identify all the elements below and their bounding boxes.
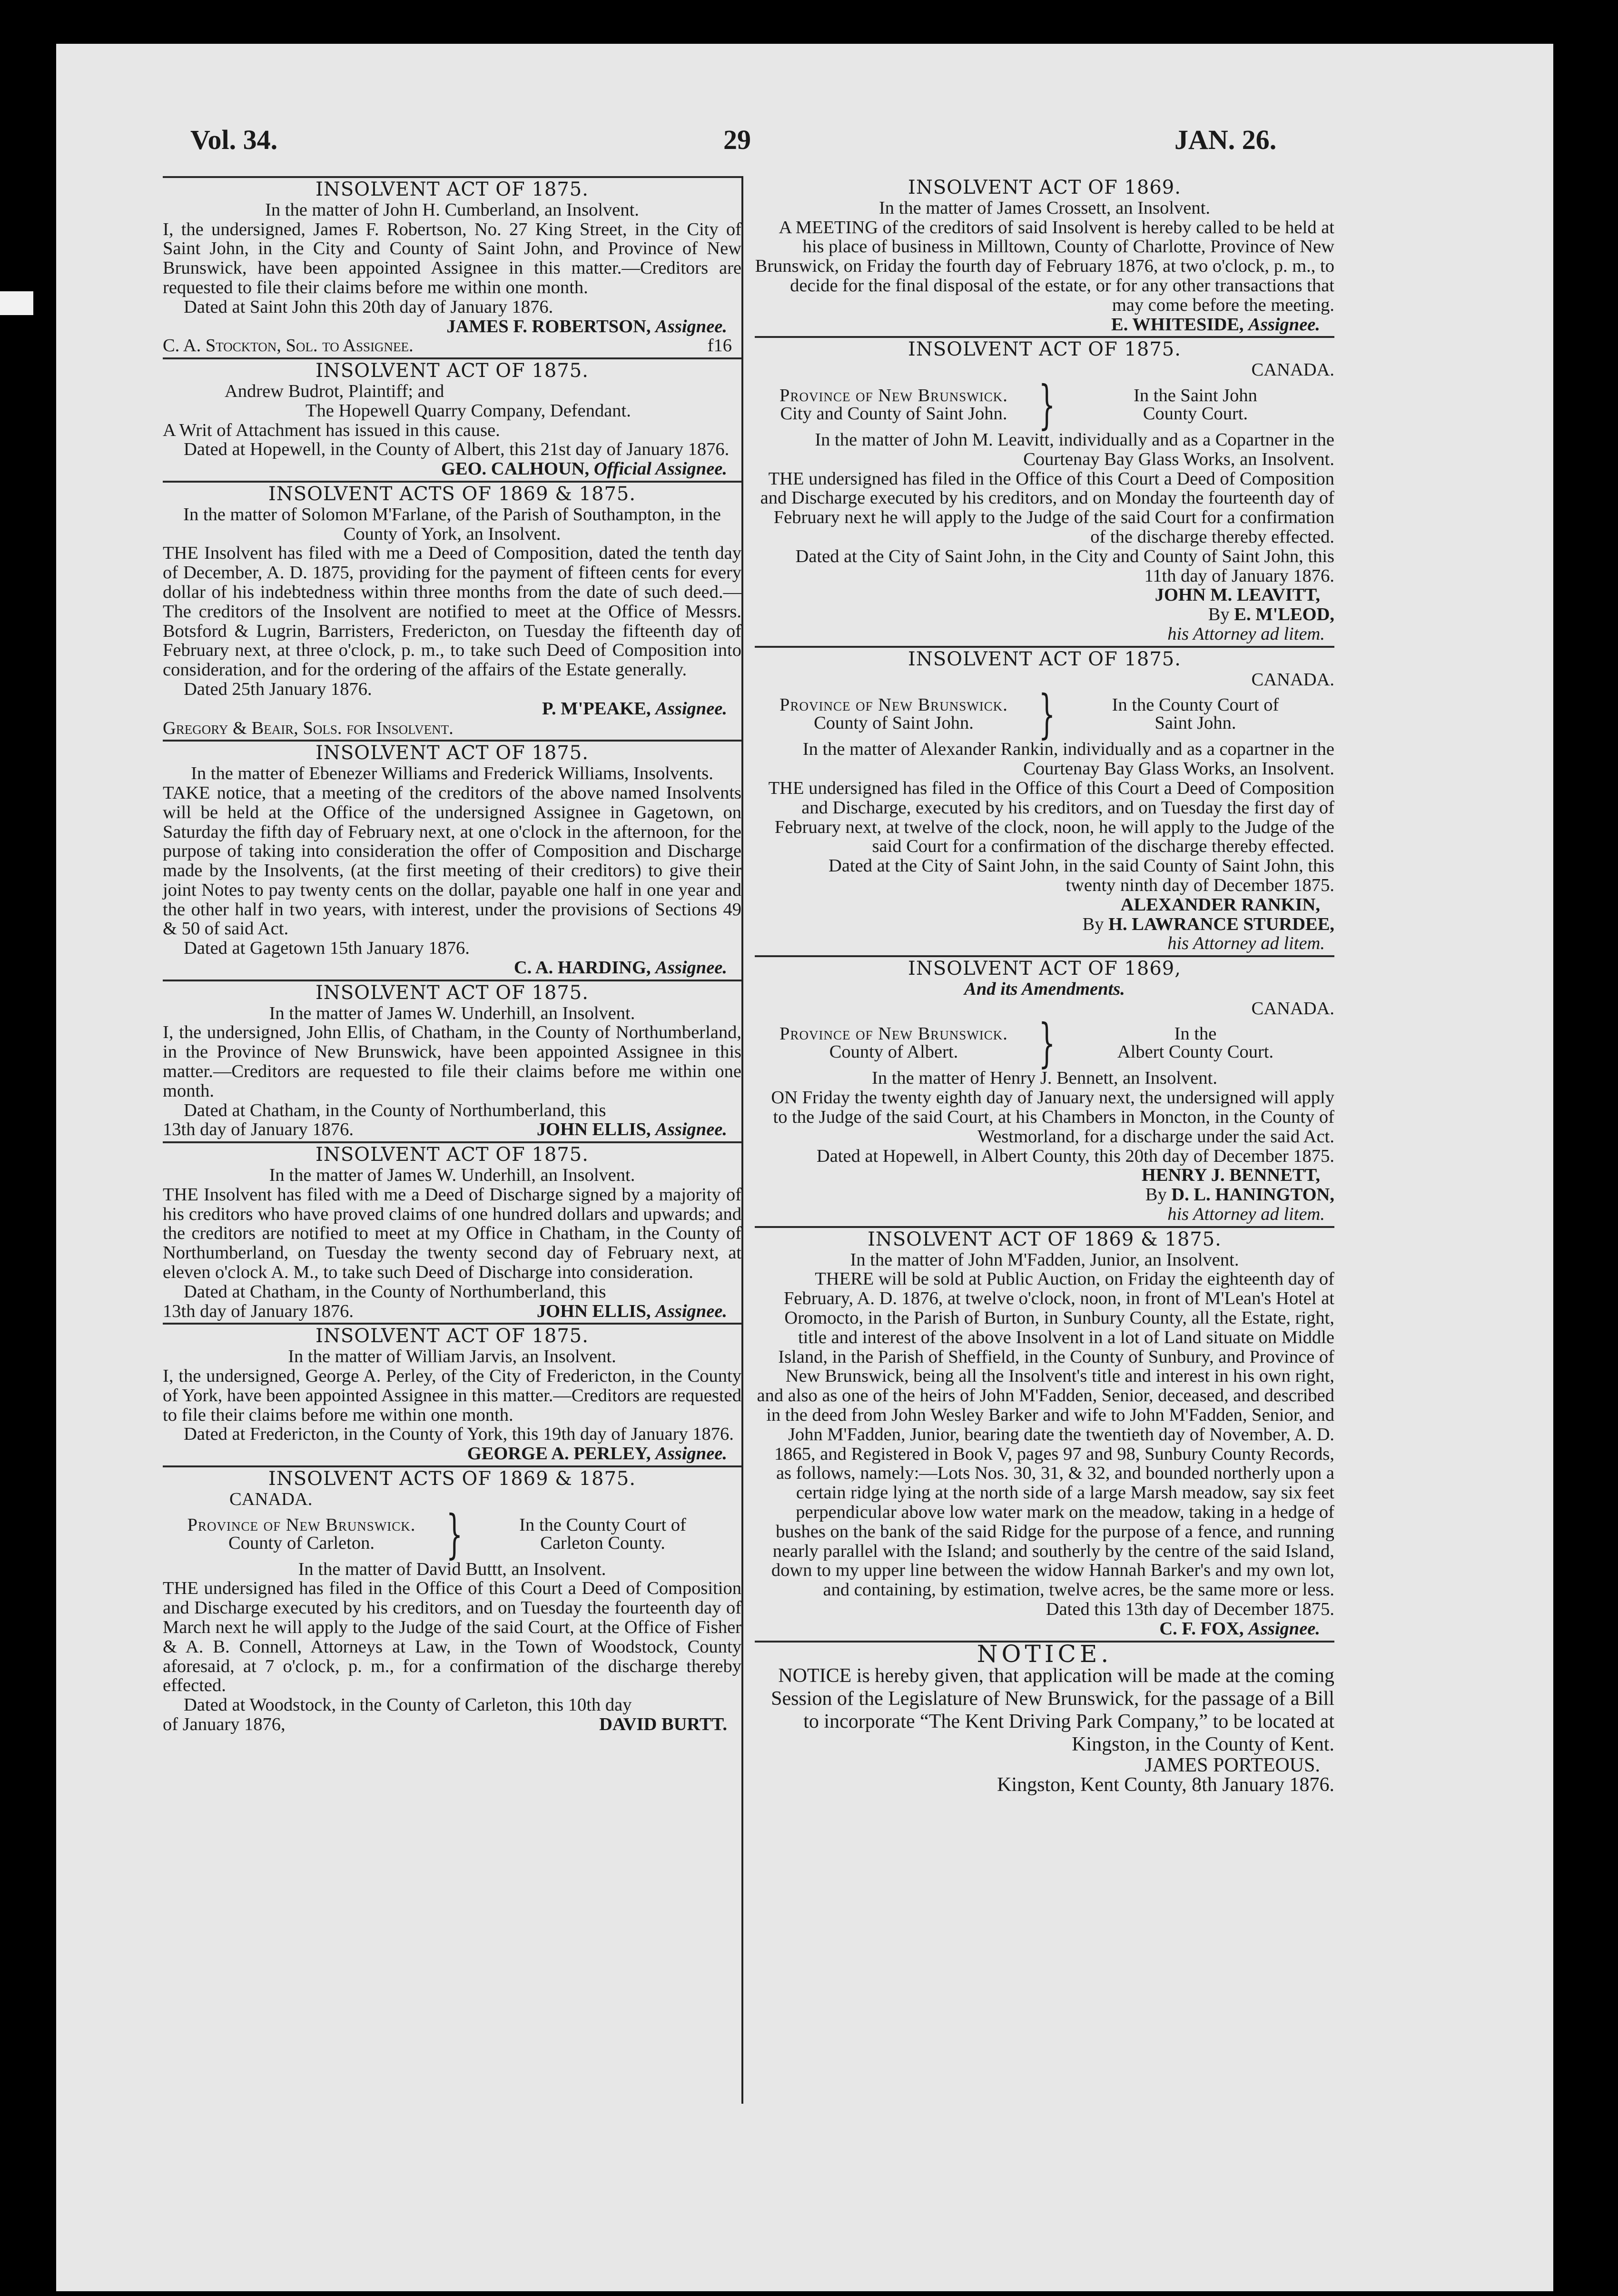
notice-signature-row <box>163 1120 741 1139</box>
notice-leavitt <box>755 336 1334 643</box>
notice-matter: In the matter of James W. Underhill, an Insolvent. <box>269 1165 635 1186</box>
jurisdiction-county: County of Carleton. <box>228 1533 375 1553</box>
notice-body: THERE will be sold at Public Auction, on Friday the eighteenth day of February, A. D. 1876, at twelve o'clock, noon, in front of M'Lean's Hotel at Oromocto, in the Parish of Burton, in Sunbury County, all the Estate, right, title and interest of the above Insolvent in a lot of Land situate on Middle Island, in the Parish of Sheffield, in the County of Sunbury, and Province of New Brunswick, being all the Insolvent's title and interest in his own right, and also as one of the heirs of John M'Fadden, Senior, deceased, and described in the deed from John Wesley Barker and wife to John M'Fadden, Senior, and John M'Fadden, Junior, bearing date the twentieth day of November, A. D. 1865, and Registered in Book V, pages 97 and 98, Sunbury County Records, as follows, namely:—Lots Nos. 30, 31, & 32, and bounded northerly upon a certain ridge lying at the north side of a large Marsh meadow, say six feet perpendicular above low water mark on the meadow, taking in a hedge of bushes on the bank of the said Ridge for the purpose of a fence, and running nearly parallel with the Island; and southerly by the centre of the said Island, down to my upper line between the widow Hannah Barker's and my own lot, and containing, by estimation, twelve acres, be the same more or less. <box>757 1269 1334 1600</box>
notice-title: INSOLVENT ACTS OF 1869 & 1875. <box>268 1468 636 1490</box>
notice-title: INSOLVENT ACT OF 1875. <box>908 338 1181 361</box>
notice-title: INSOLVENT ACT OF 1875. <box>316 178 589 200</box>
notice-body: THE Insolvent has filed with me a Deed of Discharge signed by a majority of his creditors who have proved claims of one hundred dollars and upwards; and the creditors are notified to meet at my Office in Chatham, in the County of Northumberland, on Tuesday the twenty second day of February next, at eleven o'clock A. M., to take such Deed of Discharge into consideration. <box>163 1184 741 1283</box>
notice-matter: In the matter of James Crossett, an Insolvent. <box>878 198 1211 218</box>
notice-signature: C. A. HARDING, Assignee. <box>513 958 727 978</box>
notice-matter: In the matter of Solomon M'Farlane, of the Parish of Southampton, in the County of York, an Insolvent. <box>183 504 721 544</box>
notice-body: THE Insolvent has filed with me a Deed of Composition, dated the tenth day of December, A. D. 1875, providing for the payment of fifteen cents for every dollar of his indebtedness within three months from the date of such deed.—The creditors of the Insolvent are notified to meet at the Office of Messrs. Botsford & Lugrin, Barristers, Fredericton, on Tuesday the fifteenth day of February next, at three o'clock, p. m., to take such Deed of Composition into consideration, and for the ordering of the affairs of the Estate generally. <box>163 543 741 680</box>
jurisdiction-province: Province of New Brunswick. <box>779 1024 1008 1044</box>
notice-title: INSOLVENT ACTS OF 1869 & 1875. <box>268 483 636 505</box>
notice-matter: In the matter of James W. Underhill, an Insolvent. <box>269 1003 635 1023</box>
jurisdiction-province: Province of New Brunswick. <box>187 1514 416 1535</box>
notice-signature: JOHN M. LEAVITT, <box>1154 585 1320 605</box>
notice-body: NOTICE is hereby given, that application will be made at the coming Session of the Legislature of New Brunswick, for the passage of a Bill to incorporate “The Kent Driving Park Company,” to be located at Kingston, in the County of Kent. <box>771 1665 1334 1756</box>
attorney-role: his Attorney ad litem. <box>1167 623 1325 644</box>
notice-body: I, the undersigned, James F. Robertson, No. 27 King Street, in the City of Saint John, in the City and County of Saint John, and Province of New Brunswick, have been appointed Assignee in this matter.—Creditors are requested to file their claims before me within one month. <box>163 219 741 297</box>
notice-dated: Dated at Hopewell, in the County of Albert, this 21st day of January 1876. <box>184 439 730 460</box>
jurisdiction-block <box>755 374 1334 435</box>
column-divider <box>741 176 743 2104</box>
issue-date: JAN. 26. <box>1174 124 1277 155</box>
notice-title: INSOLVENT ACT OF 1875. <box>316 1325 589 1347</box>
jurisdiction-court-cont: County Court. <box>1143 403 1248 424</box>
notice-dated: Dated at Gagetown 15th January 1876. <box>184 938 470 959</box>
notice-title: INSOLVENT ACT OF 1875. <box>908 648 1181 670</box>
notice-burtt <box>163 1465 741 1734</box>
notice-signature-row <box>163 1302 741 1321</box>
notice-signature: JAMES PORTEOUS. <box>1144 1754 1320 1777</box>
notice-title: INSOLVENT ACT OF 1869, <box>908 958 1181 980</box>
notice-title: INSOLVENT ACT OF 1869 & 1875. <box>868 1228 1222 1250</box>
notice-dated-cont: 13th day of January 1876. <box>163 1119 354 1140</box>
notice-footer <box>163 336 741 356</box>
notice-title: INSOLVENT ACT OF 1875. <box>316 360 589 382</box>
jurisdiction-province: Province of New Brunswick. <box>779 695 1008 715</box>
jurisdiction-court-cont: Saint John. <box>1154 713 1236 733</box>
notice-mfadden <box>755 1226 1334 1639</box>
notice-dated: Dated at Saint John this 20th day of January 1876. <box>184 297 553 317</box>
notice-plaintiff: Andrew Budrot, Plaintiff; and <box>225 381 444 401</box>
notice-dated: Dated at the City of Saint John, in the City and County of Saint John, this 11th day of January 1876. <box>795 546 1334 586</box>
brace-glyph: } <box>1038 374 1056 435</box>
notice-body: THE undersigned has filed in the Office of this Court a Deed of Composition and Discharge executed by his creditors, and on Monday the fourteenth day of February next he will apply to the Judge of the said Court for a confirmation of the discharge thereby effected. <box>760 468 1334 547</box>
notice-signature: GEORGE A. PERLEY, Assignee. <box>467 1444 727 1464</box>
notice-body: ON Friday the twenty eighth day of January next, the undersigned will apply to the Judge of the said Court, at his Chambers in Moncton, in the County of Westmorland, for a discharge under the said Act. <box>771 1088 1334 1147</box>
notice-underhill-assignee <box>163 980 741 1139</box>
notice-body: A MEETING of the creditors of said Insolvent is hereby called to be held at his place of business in Milltown, County of Charlotte, Province of New Brunswick, on Friday the fourth day of February 1876, at two o'clock, p. m., to decide for the final disposal of the estate, or for any other transactions that may come before the meeting. <box>755 217 1334 315</box>
notice-signature: P. M'PEAKE, Assignee. <box>542 698 727 719</box>
notice-underhill-discharge <box>163 1141 741 1321</box>
attorney-line: By D. L. HANINGTON, <box>1145 1185 1334 1205</box>
notice-subtitle: And its Amendments. <box>964 979 1125 999</box>
notice-defendant: The Hopewell Quarry Company, Defendant. <box>306 400 631 421</box>
attorney-role: his Attorney ad litem. <box>1167 1204 1325 1225</box>
attorney-role: his Attorney ad litem. <box>1167 933 1325 954</box>
jurisdiction-court: In the County Court of <box>519 1514 686 1535</box>
notice-dated: Dated 25th January 1876. <box>184 679 372 699</box>
jurisdiction-court: In the <box>1174 1024 1217 1044</box>
notice-mfarlane <box>163 481 741 738</box>
notice-matter: In the matter of Henry J. Bennett, an Insolvent. <box>872 1068 1217 1089</box>
notice-title: NOTICE. <box>977 1640 1113 1668</box>
notice-matter: In the matter of David Buttt, an Insolvent. <box>298 1559 606 1579</box>
brace-glyph: } <box>1038 683 1056 745</box>
page-number: 29 <box>723 124 751 155</box>
notice-matter: In the matter of John M'Fadden, Junior, an Insolvent. <box>850 1249 1239 1270</box>
notice-dated: Dated at Woodstock, in the County of Carleton, this 10th day <box>184 1695 632 1715</box>
notice-cumberland <box>163 176 741 356</box>
notice-dated-cont: 13th day of January 1876. <box>163 1301 354 1321</box>
notice-dated: Kingston, Kent County, 8th January 1876. <box>997 1774 1334 1796</box>
jurisdiction-county: County of Saint John. <box>814 713 974 733</box>
brace-glyph: } <box>446 1503 463 1564</box>
notice-title: INSOLVENT ACT OF 1875. <box>316 1144 589 1166</box>
notice-signature: DAVID BURTT. <box>599 1714 727 1734</box>
notice-matter: In the matter of John H. Cumberland, an Insolvent. <box>265 199 639 220</box>
notice-kent-driving-park <box>755 1641 1334 1795</box>
notice-body: TAKE notice, that a meeting of the creditors of the above named Insolvents will be held at the Office of the undersigned Assignee in Gagetown, on Saturday the fifth day of February next, at one o'clock in the afternoon, for the purpose of taking into consideration the offer of Composition and Discharge made by the Insolvents, (at the first meeting of their creditors) to give their joint Notes to pay twenty cents on the dollar, payable one half in one year and the other half in two years, with interest, under the provisions of Sections 49 & 50 of said Act. <box>163 782 741 939</box>
file-code: f16 <box>707 336 732 356</box>
jurisdiction-court-cont: Carleton County. <box>540 1533 665 1553</box>
notice-body: I, the undersigned, George A. Perley, of the City of Fredericton, in the County of York, have been appointed Assignee in this matter.—Creditors are requested to file their claims before me within one month. <box>163 1366 741 1425</box>
jurisdiction-block <box>755 683 1334 745</box>
notice-signature: GEO. CALHOUN, Official Assignee. <box>441 459 727 479</box>
notice-matter: In the matter of William Jarvis, an Insolvent. <box>288 1346 616 1367</box>
notice-signature: JAMES F. ROBERTSON, Assignee. <box>446 316 727 336</box>
solicitor: Gregory & Beair, Sols. for Insolvent. <box>163 718 454 738</box>
notice-signature-row <box>163 1715 741 1734</box>
notice-dated: Dated at the City of Saint John, in the said County of Saint John, this twenty ninth day of December 1875. <box>829 856 1334 895</box>
jurisdiction-country: CANADA. <box>1251 360 1334 380</box>
notice-signature: E. WHITESIDE, Assignee. <box>1111 314 1320 335</box>
notice-dated: Dated at Hopewell, in Albert County, this 20th day of December 1875. <box>816 1146 1334 1166</box>
jurisdiction-block <box>163 1503 741 1564</box>
notice-signature: ALEXANDER RANKIN, <box>1120 894 1320 915</box>
jurisdiction-country: CANADA. <box>1251 669 1334 690</box>
jurisdiction-court-cont: Albert County Court. <box>1117 1042 1274 1062</box>
notice-dated: Dated at Chatham, in the County of Northumberland, this <box>184 1281 606 1302</box>
notice-title: INSOLVENT ACT OF 1875. <box>316 981 589 1004</box>
binding-hole <box>0 291 33 315</box>
notice-dated: Dated this 13th day of December 1875. <box>1046 1599 1334 1619</box>
notice-signature: HENRY J. BENNETT, <box>1141 1165 1320 1186</box>
notice-body: THE undersigned has filed in the Office of this Court a Deed of Composition and Discharge, executed by his creditors, and on Tuesday the first day of February next, at twelve of the clock, noon, he will apply to the Judge of the said Court for a confirmation of the discharge thereby effected. <box>768 778 1334 857</box>
volume-number: Vol. 34. <box>190 124 278 155</box>
brace-glyph: } <box>1038 1012 1056 1074</box>
notice-body: A Writ of Attachment has issued in this cause. <box>163 420 500 440</box>
notice-jarvis <box>163 1323 741 1464</box>
jurisdiction-court: In the Saint John <box>1134 385 1257 406</box>
jurisdiction-block <box>755 1012 1334 1074</box>
right-column <box>755 176 1344 1797</box>
notice-dated: Dated at Chatham, in the County of Northumberland, this <box>184 1100 606 1120</box>
notice-dated: Dated at Fredericton, in the County of York, this 19th day of January 1876. <box>184 1424 734 1445</box>
notice-matter: In the matter of Ebenezer Williams and Frederick Williams, Insolvents. <box>191 763 713 784</box>
jurisdiction-province: Province of New Brunswick. <box>779 385 1008 406</box>
notice-budrot <box>163 357 741 479</box>
attorney-line: By E. M'LEOD, <box>1208 604 1334 625</box>
notice-signature: JOHN ELLIS, Assignee. <box>536 1119 727 1140</box>
jurisdiction-county: City and County of Saint John. <box>780 403 1007 424</box>
jurisdiction-country: CANADA. <box>229 1489 313 1509</box>
notice-signature: C. F. FOX, Assignee. <box>1159 1618 1320 1639</box>
notice-rankin <box>755 646 1334 953</box>
notice-body: THE undersigned has filed in the Office of this Court a Deed of Composition and Discharge executed by his creditors, and on Tuesday the fourteenth day of March next he will apply to the Judge of the said Court, at the Office of Fisher & A. B. Connell, Attorneys at Law, in the Town of Woodstock, County aforesaid, at 7 o'clock, p. m., for a confirmation of the discharge thereby effected. <box>163 1578 741 1696</box>
jurisdiction-country: CANADA. <box>1251 998 1334 1019</box>
notice-title: INSOLVENT ACT OF 1875. <box>316 742 589 764</box>
notice-signature: JOHN ELLIS, Assignee. <box>536 1301 727 1321</box>
solicitor: C. A. Stockton, Sol. to Assignee. <box>163 336 414 356</box>
notice-body: I, the undersigned, John Ellis, of Chatham, in the County of Northumberland, in the Province of New Brunswick, have been appointed Assignee in this matter.—Creditors are requested to file their claims before me within one month. <box>163 1022 741 1101</box>
jurisdiction-county: County of Albert. <box>829 1042 958 1062</box>
notice-matter: In the matter of Alexander Rankin, individually and as a copartner in the Courtenay Bay Glass Works, an Insolvent. <box>802 739 1334 779</box>
notice-williams <box>163 740 741 978</box>
notice-bennett <box>755 955 1334 1224</box>
notice-title: INSOLVENT ACT OF 1869. <box>908 177 1181 198</box>
left-column <box>163 176 741 1736</box>
attorney-line: By H. LAWRANCE STURDEE, <box>1082 914 1334 934</box>
notice-dated-cont: of January 1876, <box>163 1714 286 1734</box>
jurisdiction-court: In the County Court of <box>1112 695 1279 715</box>
notice-crossett <box>755 176 1334 334</box>
running-head <box>0 76 1618 155</box>
notice-matter: In the matter of John M. Leavitt, individually and as a Copartner in the Courtenay Bay Glass Works, an Insolvent. <box>815 429 1334 469</box>
